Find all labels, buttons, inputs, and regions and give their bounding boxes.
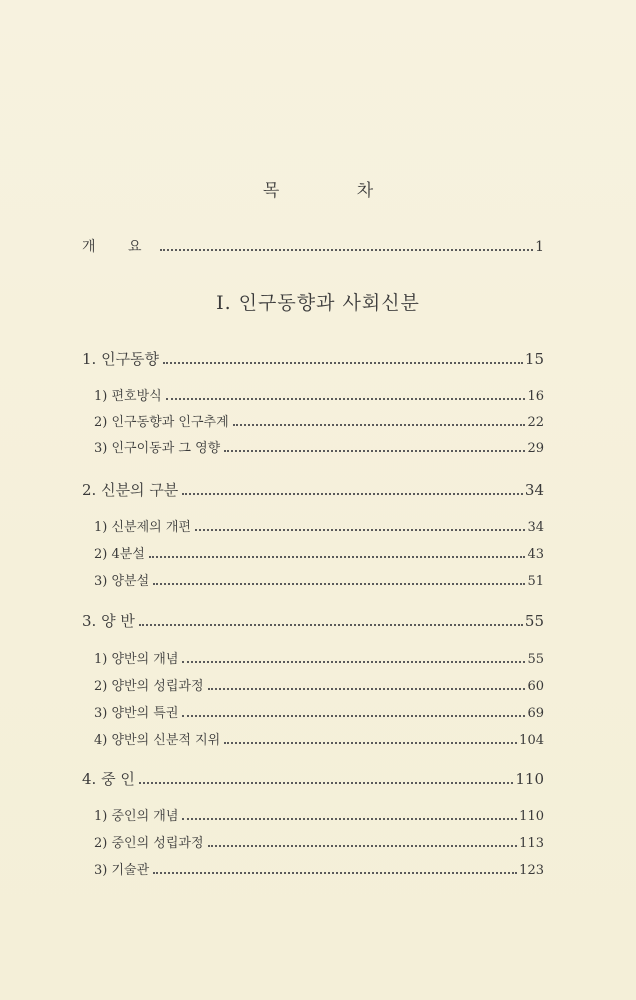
toc-entry-label: 3) 양반의 특권	[94, 706, 179, 721]
toc-subsection	[94, 437, 544, 456]
part-heading: Ⅰ. 인구동향과 사회신분	[216, 292, 420, 314]
dot-leader	[163, 362, 523, 364]
toc-subsection	[94, 702, 544, 721]
toc-section	[82, 348, 544, 369]
page-title: 목 차	[262, 181, 410, 201]
toc-subsection	[94, 570, 544, 589]
toc-entry-label: 2. 신분의 구분	[82, 481, 179, 499]
toc-entry-label: 4. 중 인	[82, 770, 135, 788]
toc-page-number: 34	[524, 481, 544, 499]
dot-leader	[233, 424, 526, 426]
toc-subsection	[94, 859, 544, 878]
toc-entry-label: 개 요	[82, 239, 156, 255]
toc-entry-label: 4) 양반의 신분적 지위	[94, 733, 221, 748]
toc-entry-label: 3. 양 반	[82, 612, 135, 630]
toc-entry-label: 3) 양분설	[94, 574, 150, 589]
dot-leader	[160, 249, 534, 251]
toc-section	[82, 768, 544, 789]
toc-entry-label: 2) 양반의 성립과정	[94, 679, 204, 694]
toc-page-number: 104	[519, 733, 544, 748]
dot-leader	[166, 398, 526, 400]
toc-page-number: 123	[519, 863, 544, 878]
toc-subsection	[94, 385, 544, 404]
dot-leader	[224, 450, 525, 452]
toc-entry-intro	[82, 236, 544, 256]
toc-page-number: 51	[527, 574, 544, 589]
toc-subsection	[94, 516, 544, 535]
toc-page-number: 22	[527, 415, 544, 430]
toc-entry-label: 1) 편호방식	[94, 389, 162, 404]
toc-page-number: 110	[515, 770, 544, 788]
toc-entry-label: 1) 중인의 개념	[94, 809, 179, 824]
toc-subsection	[94, 543, 544, 562]
dot-leader	[153, 872, 517, 874]
toc-entry-label: 1. 인구동향	[82, 350, 160, 368]
toc-page-number: 43	[527, 547, 544, 562]
toc-subsection	[94, 805, 544, 824]
toc-page-number: 1	[535, 239, 544, 255]
toc-subsection	[94, 832, 544, 851]
toc-entry-label: 2) 인구동향과 인구추계	[94, 415, 229, 430]
toc-entry-label: 3) 인구이동과 그 영향	[94, 441, 221, 456]
toc-entry-label: 2) 4분설	[94, 547, 145, 562]
toc-page-number: 60	[527, 679, 544, 694]
dot-leader	[182, 715, 525, 717]
toc-section	[82, 479, 544, 500]
toc-page-number: 113	[519, 836, 544, 851]
dot-leader	[182, 661, 525, 663]
toc-subsection	[94, 411, 544, 430]
toc-page-number: 55	[524, 612, 544, 630]
toc-subsection	[94, 648, 544, 667]
dot-leader	[139, 782, 514, 784]
toc-page-number: 16	[527, 389, 544, 404]
dot-leader	[208, 688, 526, 690]
toc-page-number: 29	[527, 441, 544, 456]
toc-page-number: 15	[524, 350, 544, 368]
dot-leader	[182, 493, 523, 495]
dot-leader	[139, 624, 523, 626]
dot-leader	[182, 818, 517, 820]
toc-page-number: 34	[527, 520, 544, 535]
dot-leader	[208, 845, 518, 847]
toc-page-number: 69	[527, 706, 544, 721]
dot-leader	[153, 583, 525, 585]
toc-subsection	[94, 675, 544, 694]
toc-subsection	[94, 729, 544, 748]
dot-leader	[149, 556, 526, 558]
toc-section	[82, 610, 544, 631]
toc-entry-label: 2) 중인의 성립과정	[94, 836, 204, 851]
toc-entry-label: 1) 양반의 개념	[94, 652, 179, 667]
dot-leader	[224, 742, 517, 744]
dot-leader	[195, 529, 525, 531]
toc-entry-label: 3) 기술관	[94, 863, 150, 878]
toc-entry-label: 1) 신분제의 개편	[94, 520, 191, 535]
toc-page-number: 55	[527, 652, 544, 667]
toc-page-number: 110	[519, 809, 544, 824]
